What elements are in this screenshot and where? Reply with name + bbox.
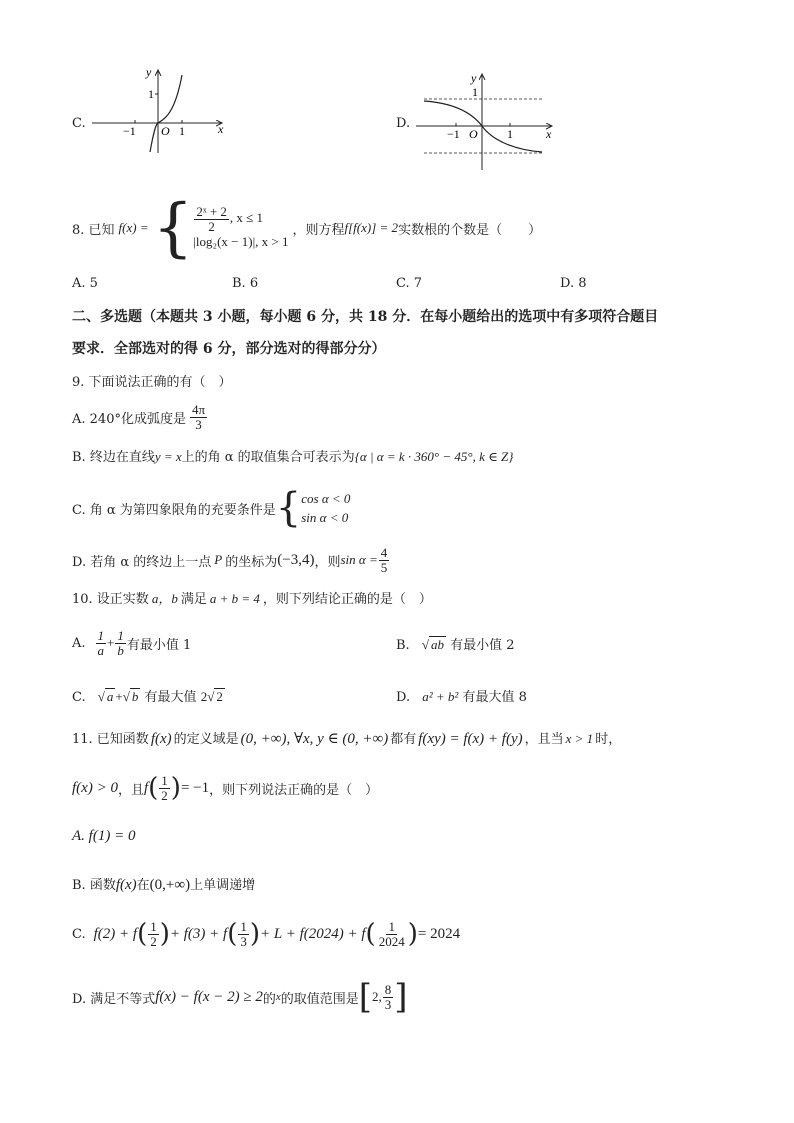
q11-c-p4: = 2024 bbox=[417, 925, 461, 942]
q9-c-line2: sin α < 0 bbox=[301, 510, 349, 525]
q10-option-c[interactable]: C. √ a +√ b 有最大值 2√ 2 bbox=[72, 689, 223, 705]
q9-c-text: C. 角 α 为第四象限角的充要条件是 bbox=[72, 502, 276, 518]
q11-fx: f(x) bbox=[150, 731, 172, 747]
q10-d-text: 有最大值 8 bbox=[462, 690, 527, 705]
q11-b3: 上单调递增 bbox=[190, 878, 256, 893]
q11-stem5: 时， bbox=[595, 732, 622, 747]
q9-option-d[interactable] bbox=[72, 539, 390, 581]
q9-a-text: A. 240°化成弧度是 bbox=[72, 411, 186, 427]
graph-d-figure bbox=[414, 68, 564, 173]
graph-d-one-x: 1 bbox=[507, 127, 513, 141]
q8-option-c[interactable]: C. 7 bbox=[396, 276, 423, 291]
q11-option-c[interactable]: C. f(2) + f ( $\frac{1}{2}$ ) + f(3) + f ( $\frac{1}{3}$ ) + L + f(2024) + f ( $\frac{1}{2024}$ ) = 2024 bbox=[72, 918, 461, 949]
q10-option-b[interactable]: B. √ ab 有最小值 2 bbox=[396, 637, 515, 653]
option-d-label: D. bbox=[396, 116, 411, 131]
q11-d-fn: 8 bbox=[384, 981, 392, 997]
q11-stem-line2: f(x) > 0 ，且 f ( $\frac{1}{2}$ ) = −1 ，则下列说法正确的是（ ） bbox=[72, 772, 379, 803]
graph-d-x-label: x bbox=[546, 127, 552, 141]
graph-c-figure bbox=[90, 60, 240, 155]
q8-case2: |log₂(x − 1)|, x > 1 bbox=[193, 233, 289, 249]
q11-option-b[interactable] bbox=[72, 874, 255, 894]
q11-stem3: 都有 bbox=[390, 732, 417, 747]
q8-case1-cond: , x ≤ 1 bbox=[229, 210, 264, 226]
q9-d-text3: ，则 bbox=[314, 554, 341, 570]
q9-d-text1: D. 若角 α 的终边上一点 bbox=[72, 554, 212, 570]
graph-c-minus-one: −1 bbox=[123, 124, 136, 138]
q11-cond: x > 1 bbox=[565, 731, 594, 746]
graph-c-x-label: x bbox=[218, 122, 224, 136]
graph-c-one-x: 1 bbox=[179, 124, 185, 138]
q11-stem-line1 bbox=[72, 728, 621, 748]
q11-line2a: f(x) > 0 bbox=[72, 779, 118, 796]
q10-c-val: 2 bbox=[200, 689, 208, 704]
q11-c-label: C. bbox=[72, 926, 86, 942]
q10-c-plus: + bbox=[115, 689, 123, 704]
q11-half-n: 1 bbox=[161, 772, 168, 788]
q10-stem3: ，则下列结论正确的是（ ） bbox=[262, 592, 432, 607]
q9-b-text1: B. 终边在直线 bbox=[72, 450, 155, 465]
q11-d-lb: 2, bbox=[372, 989, 382, 1004]
q11-c-f3n: 1 bbox=[388, 918, 395, 934]
q10-a-f2n: 1 bbox=[117, 627, 124, 643]
q10-b-label: B. bbox=[396, 638, 410, 653]
q11-b-fx: f(x) bbox=[115, 877, 137, 893]
q10-c-s1: a bbox=[106, 689, 114, 704]
q10-option-a[interactable] bbox=[72, 622, 191, 664]
q11-c-f1n: 1 bbox=[150, 918, 157, 934]
q11-c-f1d: 2 bbox=[150, 933, 157, 949]
graph-d-minus-one: −1 bbox=[447, 127, 460, 141]
section2-heading-line2: 要求．全部选对的得 6 分，部分选对的得部分分） bbox=[72, 341, 386, 357]
q11-c-p2: + f(3) + f bbox=[169, 925, 228, 942]
q11-c-p3: + L + f(2024) + f bbox=[260, 925, 366, 942]
q10-a-text: 有最小值 1 bbox=[126, 637, 192, 653]
q8-cases bbox=[193, 205, 288, 250]
q8-option-a[interactable]: A. 5 bbox=[72, 276, 98, 291]
q9-c-line1: cos α < 0 bbox=[301, 490, 351, 506]
q9-option-a[interactable] bbox=[72, 397, 208, 437]
question-8: 8. 已知 f(x) = { $\frac{\text{2ˣ + 2}}{2}$ , x ≤ 1 |log₂(x − 1)|, x > 1 ，则方程 f[f(x)] = 2 实数根的个数是（ ） bbox=[72, 191, 542, 265]
q9-b-set: {α | α = k · 360° − 45°, k ∈ Z} bbox=[354, 449, 514, 464]
q9-d-sin: sin α = bbox=[340, 552, 378, 567]
q11-d2: 的 bbox=[262, 991, 276, 1007]
q11-line2c: f bbox=[143, 779, 149, 796]
q11-stem2: 的定义域是 bbox=[173, 732, 239, 747]
q11-stem4: ，且当 bbox=[524, 732, 564, 747]
q10-c-text: 有最大值 bbox=[144, 690, 197, 705]
q9-d-num: 4 bbox=[380, 544, 388, 560]
q8-option-d[interactable]: D. 8 bbox=[560, 276, 587, 291]
q9-b-text2: 上的角 α 的取值集合可表示为 bbox=[181, 450, 355, 465]
q8-case1-den: 2 bbox=[208, 219, 215, 235]
q10-stem-eq: a + b = 4 bbox=[209, 591, 260, 606]
q10-a-f1d: a bbox=[97, 642, 105, 658]
graph-c-origin: O bbox=[161, 124, 170, 138]
q8-suffix: 实数根的个数是（ ） bbox=[398, 222, 542, 238]
q9-b-eq: y = x bbox=[154, 449, 182, 464]
q10-c-label: C. bbox=[72, 690, 86, 705]
q11-line2b: ，且 bbox=[117, 782, 144, 798]
graph-d-one-y: 1 bbox=[472, 85, 478, 99]
q8-fx: f(x) = bbox=[118, 220, 149, 235]
q11-dom: (0, +∞), ∀x, y ∈ (0, +∞) bbox=[240, 731, 389, 747]
option-c-label: C. bbox=[72, 116, 86, 131]
q11-half-d: 2 bbox=[161, 787, 168, 803]
q8-case1-num: 2ˣ + 2 bbox=[196, 204, 227, 220]
q10-c-s2: b bbox=[131, 689, 139, 704]
q10-a-plus: + bbox=[107, 635, 115, 650]
q10-stem2: 满足 bbox=[180, 592, 207, 607]
q9-a-num: 4π bbox=[191, 401, 206, 417]
q11-line2e: ，则下列说法正确的是（ ） bbox=[209, 782, 379, 798]
q11-option-a[interactable]: A. f(1) = 0 bbox=[72, 828, 136, 844]
q10-a-f1n: 1 bbox=[97, 627, 105, 643]
graph-d-y-label: y bbox=[471, 71, 477, 85]
q8-mid: ，则方程 bbox=[292, 222, 345, 238]
q9-a-den: 3 bbox=[195, 416, 202, 432]
q8-eq: f[f(x)] = 2 bbox=[344, 220, 399, 235]
q11-d3: 的取值范围是 bbox=[280, 991, 359, 1007]
q9-d-text2: 的坐标为 bbox=[225, 554, 278, 570]
graph-c-one-y: 1 bbox=[148, 87, 154, 101]
q10-stem bbox=[72, 588, 432, 607]
graph-d-origin: O bbox=[469, 127, 478, 141]
q11-b1: B. 函数 bbox=[72, 878, 116, 893]
q11-c-f2d: 3 bbox=[240, 933, 247, 949]
q9-option-c[interactable]: C. 角 α 为第四象限角的充要条件是 { cos α < 0 sin α < 0 bbox=[72, 485, 351, 531]
q8-prefix: 8. 已知 bbox=[72, 222, 115, 238]
q11-line2d: = −1 bbox=[180, 779, 210, 796]
q10-option-d[interactable] bbox=[396, 686, 527, 705]
q11-d1: D. 满足不等式 bbox=[72, 991, 156, 1007]
q10-a-label: A. bbox=[72, 635, 86, 651]
q11-option-d[interactable]: D. 满足不等式 f(x) − f(x − 2) ≥ 2 的 x 的取值范围是 [ 2, $\frac{8}{3}$ ] bbox=[72, 977, 408, 1017]
section2-heading-line1: 二、多选题（本题共 3 小题，每小题 6 分，共 18 分．在每小题给出的选项中有多项符合题目 bbox=[72, 309, 659, 325]
q11-c-f3d: 2024 bbox=[378, 933, 405, 949]
q10-b-sqrt: ab bbox=[430, 637, 444, 652]
q9-d-p: P bbox=[214, 552, 223, 567]
q11-c-f2n: 1 bbox=[240, 918, 247, 934]
q11-eq: f(xy) = f(x) + f(y) bbox=[418, 731, 523, 747]
q11-stem1: 11. 已知函数 bbox=[72, 732, 149, 747]
graph-c-curve bbox=[150, 75, 182, 152]
q10-d-expr: a² + b² bbox=[422, 689, 459, 704]
q11-b2: 在 bbox=[136, 878, 150, 893]
q9-option-b[interactable] bbox=[72, 446, 513, 465]
q9-stem: 9. 下面说法正确的有（ ） bbox=[72, 375, 232, 390]
q9-c-system bbox=[301, 489, 350, 528]
q10-d-label: D. bbox=[396, 690, 411, 705]
q11-d-x: x bbox=[275, 991, 281, 1003]
q11-d-ineq: f(x) − f(x − 2) ≥ 2 bbox=[155, 988, 263, 1005]
q11-b-int: (0,+∞) bbox=[149, 877, 191, 893]
q11-d-fd: 3 bbox=[384, 996, 392, 1012]
graph-c-y-label: y bbox=[146, 65, 152, 79]
q10-stem-ab: a，b bbox=[151, 591, 178, 606]
q10-c-val-sqrt: 2 bbox=[216, 689, 223, 704]
q10-b-text: 有最小值 2 bbox=[450, 638, 515, 653]
q8-option-b[interactable]: B. 6 bbox=[232, 276, 259, 291]
q9-d-den: 5 bbox=[380, 559, 388, 575]
q9-d-coord: (−3,4) bbox=[277, 551, 315, 568]
q10-a-f2d: b bbox=[117, 642, 124, 658]
q10-stem1: 10. 设正实数 bbox=[72, 592, 149, 607]
q11-c-p1: f(2) + f bbox=[93, 925, 138, 942]
